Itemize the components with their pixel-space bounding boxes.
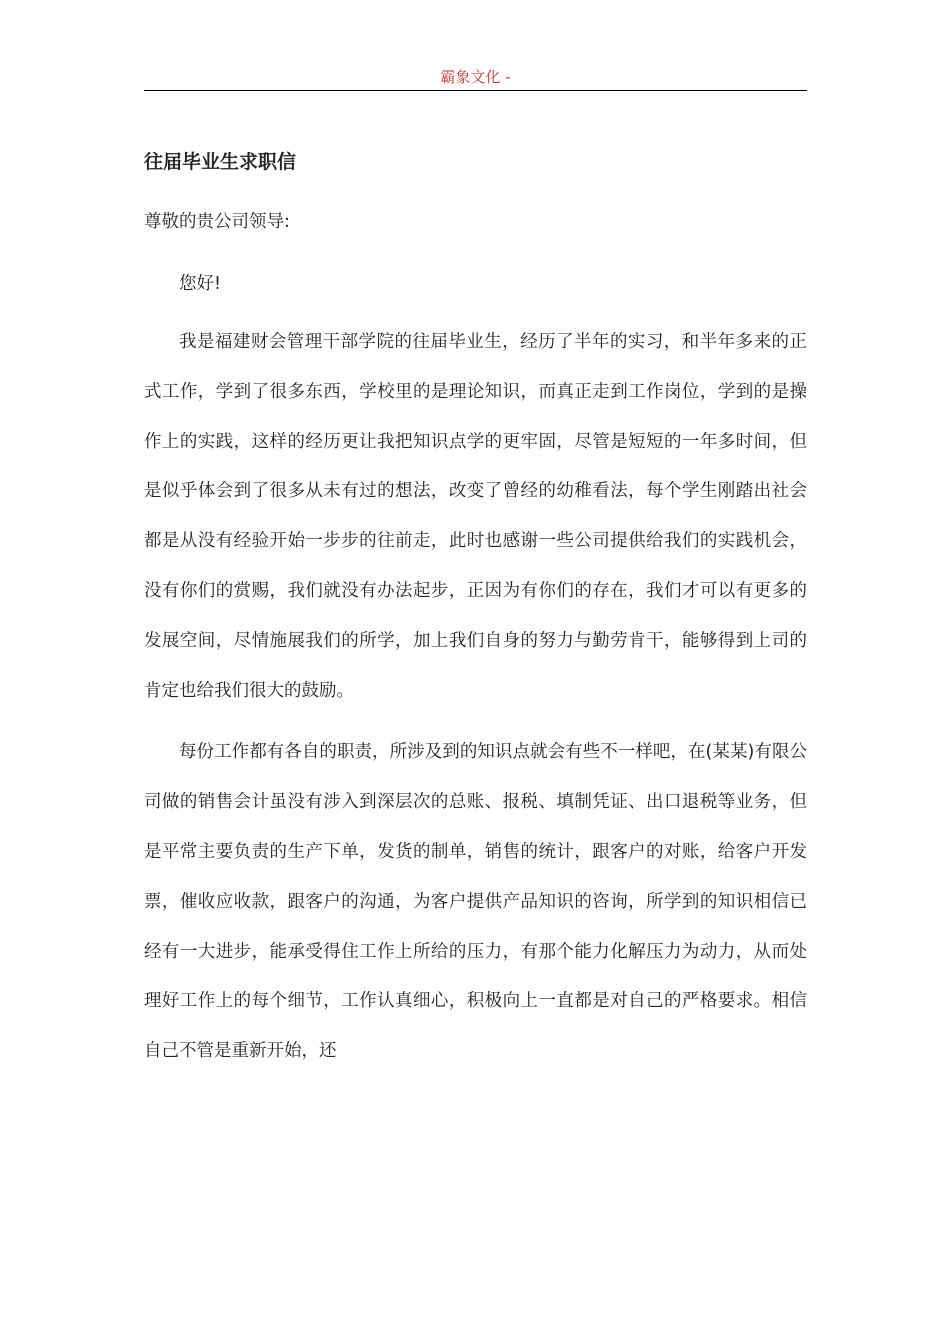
document-title: 往届毕业生求职信: [144, 151, 297, 173]
header-divider: [144, 90, 807, 91]
salutation: 尊敬的贵公司领导:: [144, 212, 290, 232]
body-paragraph-2: 每份工作都有各自的职责，所涉及到的知识点就会有些不一样吧，在(某某)有限公司做的销售会计虽没有涉入到深层次的总账、报税、填制凭证、出口退税等业务，但是平常主要负责的生产下单，发货的制单，销售的统计，跟客户的对账，给客户开发票，催收应收款，跟客户的沟通，为客户提供产品知识的咨询，所学到的知识相信已经有一大进步，能承受得住工作上所给的压力，有那个能力化解压力为动力，从而处理好工作上的每个细节，工作认真细心，积极向上一直都是对自己的严格要求。相信自己不管是重新开始，还: [144, 742, 807, 1062]
body-paragraph-1: 我是福建财会管理干部学院的往届毕业生，经历了半年的实习，和半年多来的正式工作，学到了很多东西，学校里的是理论知识，而真正走到工作岗位，学到的是操作上的实践，这样的经历更让我把知识点学的更牢固，尽管是短短的一年多时间，但是似乎体会到了很多从未有过的想法，改变了曾经的幼稚看法，每个学生刚踏出社会都是从没有经验开始一步步的往前走，此时也感谢一些公司提供给我们的实践机会，没有你们的赏赐，我们就没有办法起步，正因为有你们的存在，我们才可以有更多的发展空间，尽情施展我们的所学，加上我们自身的努力与勤劳肯干，能够得到上司的肯定也给我们很大的鼓励。: [144, 332, 807, 701]
page-header: 霸象文化 -: [440, 68, 511, 86]
document-body: [144, 146, 807, 1089]
greeting: 您好!: [179, 274, 222, 294]
